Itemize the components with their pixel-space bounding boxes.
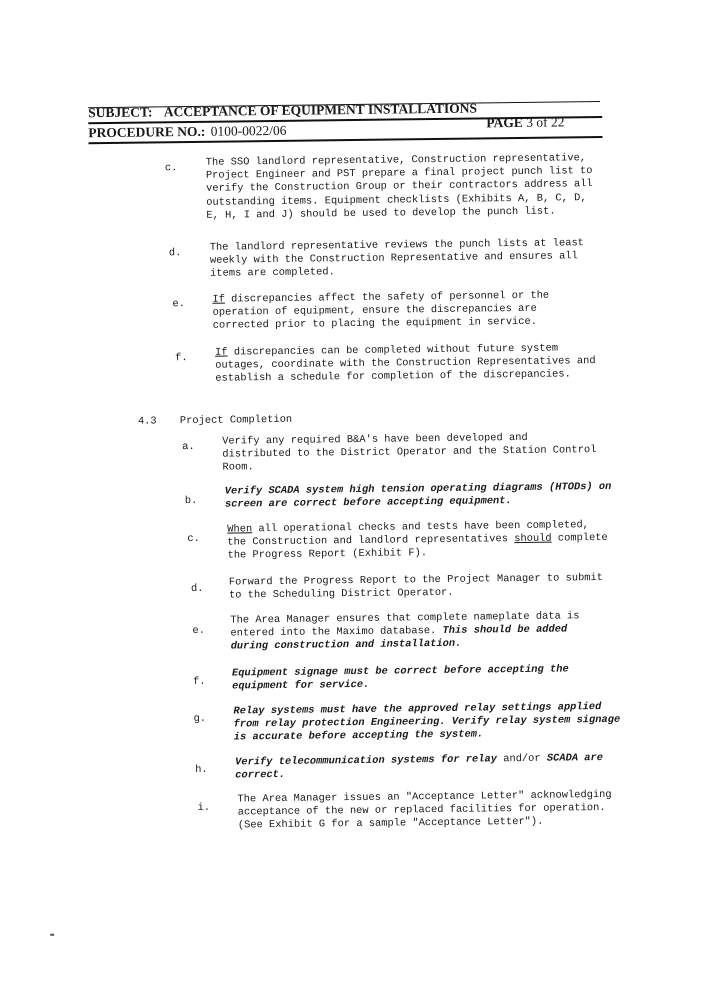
subitem-h-label: h. (195, 763, 208, 776)
procedure-line (88, 123, 286, 141)
page-value: 3 of 22 (526, 114, 565, 130)
subitem-a-label: a. (182, 440, 195, 454)
subitem-d-label: d. (190, 582, 204, 596)
item-f-text (215, 342, 607, 386)
page-number (486, 114, 564, 131)
section-title: Project Completion (179, 413, 293, 428)
subitem-d-text: Forward the Progress Report to the Project Manager to submit to the Scheduling District Operator. (228, 571, 604, 602)
subitem-c-label: c. (187, 532, 200, 546)
item-e-label: e. (172, 298, 186, 311)
subitem-e-emphasis: This should be added during construction and installation. (230, 623, 568, 653)
subitem-h-body2: SCADA are correct. (235, 752, 604, 782)
subitem-i-text: The Area Manager issues an "Acceptance Letter" acknowledging acceptance of the new or replaced facilities for operation. (See Exhibit G for a sample "Acceptance Letter"). (237, 788, 612, 832)
item-e-body: discrepancies affect the safety of personnel or the operation of equipment, ensure the discrepancies are corrected prior to placing the equipment in service. (212, 289, 550, 333)
subject-value: ACCEPTANCE OF EQUIPMENT INSTALLATIONS (163, 100, 478, 120)
procedure-label: PROCEDURE NO.: (88, 123, 206, 141)
item-d-text: The landlord representative reviews the punch lists at least weekly with the Construction Representative and ensures all items are completed. (209, 237, 584, 281)
subitem-h-body1: Verify telecommunication systems for relay (235, 753, 498, 769)
subitem-f-text: Equipment signage must be correct before accepting the equipment for service. (231, 663, 569, 693)
subitem-e-text (230, 610, 606, 654)
item-f-if: If (215, 346, 228, 359)
procedure-value: 0100-0022/06 (210, 122, 287, 139)
item-d-label: d. (168, 247, 182, 260)
subitem-c-when: When (227, 523, 253, 536)
subitem-h-mid: and/or (503, 752, 541, 766)
item-c-label: c. (164, 162, 178, 175)
subitem-c-body1: all operational checks and tests have been completed, the Construction and landlord representatives (227, 519, 589, 549)
subitem-c-body2: complete the Progress Report (Exhibit F). (227, 532, 608, 562)
subitem-h-text (235, 752, 627, 783)
item-e-if: If (212, 293, 225, 306)
item-f-body: discrepancies can be completed without future system outages, coordinate with the Construction Representatives and establish a schedule for completion of the discrepancies. (215, 342, 596, 386)
subitem-e-label: e. (192, 624, 206, 638)
page-label: PAGE (486, 114, 523, 131)
subitem-i-label: i. (197, 801, 211, 814)
item-e-text (212, 289, 598, 333)
subitem-a-text: Verify any required B&A's have been developed and distributed to the District Operator and the Station Control Room. (222, 431, 597, 475)
section-number: 4.3 (137, 415, 157, 428)
subitem-g-label: g. (193, 712, 207, 725)
subitem-g-text: Relay systems must have the approved relay settings applied from relay protection Engineering. Verify relay system signage is accurate before accepting the system. (233, 701, 621, 744)
subitem-b-label: b. (184, 494, 198, 508)
subitem-b-text: Verify SCADA system high tension operating diagrams (HTODs) on screen are correct before accepting equipment. (224, 480, 612, 511)
subject-label: SUBJECT: (88, 104, 153, 121)
subitem-c-should: should (514, 532, 552, 546)
item-c-text: The SSO landlord representative, Construction representative, Project Engineer and PST prepare a final project punch list to verify the Construction Group or their contractors address all outstanding items. Equipment checklists (Exhibits A, B, C, D, E, H, I and J) should be used to develop the punch list. (205, 152, 593, 222)
scan-speck (50, 934, 54, 936)
subitem-f-label: f. (193, 675, 206, 689)
subitem-e-body: The Area Manager ensures that complete nameplate data is entered into the Maximo database. (230, 610, 580, 640)
subitem-c-text (227, 519, 613, 563)
item-f-label: f. (175, 352, 188, 365)
